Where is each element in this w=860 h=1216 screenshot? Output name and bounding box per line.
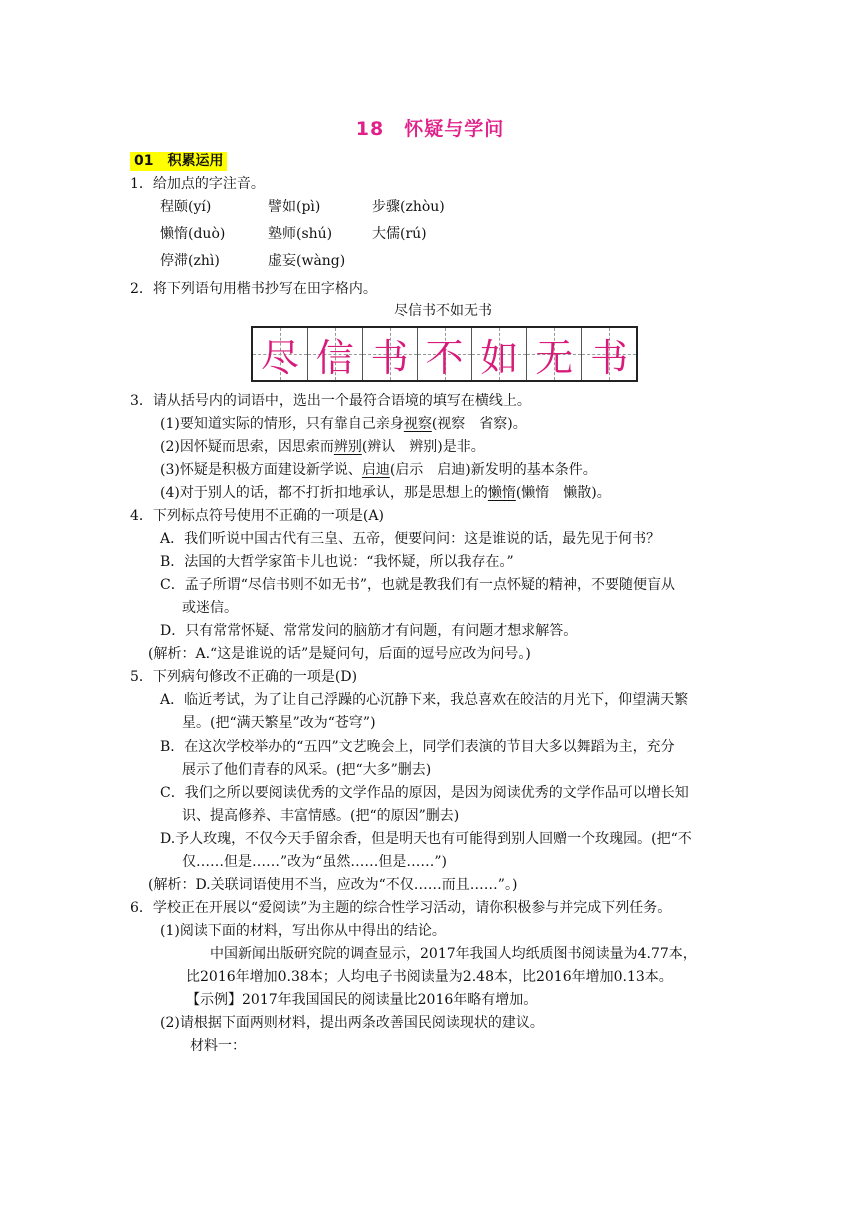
q5-option-c-cont: 识、提高修养、丰富情感。(把“的原因”删去) xyxy=(182,808,460,824)
q5-option-b: B．在这次学校举办的“五四”文艺晚会上，同学们表演的节目大多以舞蹈为主，充分 xyxy=(160,739,675,755)
q6-material-line-2: 比2016年增加0.38本；人均电子书阅读量为2.48本，比2016年增加0.13本。 xyxy=(186,969,673,985)
q4-option-c: C．孟子所谓“尽信书则不如无书”，也就是教我们有一点怀疑的精神，不要随便盲从 xyxy=(160,577,676,593)
q6-material-line-1: 中国新闻出版研究院的调查显示，2017年我国人均纸质图书阅读量为4.77本， xyxy=(210,946,697,962)
q3-item-1: (1)要知道实际的情形，只有靠自己亲身视察(视察 省察)。 xyxy=(160,416,527,432)
pinyin-item: 虚妄(wàng) xyxy=(268,253,346,269)
q6-stem: 6．学校正在开展以“爱阅读”为主题的综合性学习活动，请你积极参与并完成下列任务。 xyxy=(130,900,672,916)
q2-sentence: 尽信书不如无书 xyxy=(394,303,492,319)
pinyin-item: 停滞(zhì) xyxy=(160,253,220,269)
grid-cell xyxy=(472,328,527,380)
q5-option-d: D.予人玫瑰，不仅今天手留余香，但是明天也有可能得到别人回赠一个玫瑰园。(把“不 xyxy=(160,831,692,847)
grid-cell xyxy=(363,328,418,380)
q5-option-a-cont: 星。(把“满天繁星”改为“苍穹”) xyxy=(182,715,376,731)
q6-material-label: 材料一： xyxy=(190,1038,246,1054)
q3-stem: 3．请从括号内的词语中，选出一个最符合语境的填写在横线上。 xyxy=(130,393,531,409)
q5-stem: 5．下列病句修改不正确的一项是(D) xyxy=(130,669,358,685)
grid-cell xyxy=(582,328,636,380)
pinyin-item: 大儒(rú) xyxy=(372,226,427,242)
q3-item-3: (3)怀疑是积极方面建设新学说、启迪(启示 启迪)新发明的基本条件。 xyxy=(160,462,597,478)
answer-word: 懒惰 xyxy=(487,485,516,501)
grid-char: 无 xyxy=(535,335,574,380)
section-heading: 01 积累运用 xyxy=(130,152,227,171)
q5-analysis: (解析：D.关联词语使用不当，应改为“不仅……而且……”。) xyxy=(148,877,518,893)
q3-item-4: (4)对于别人的话，都不打折扣地承认，那是思想上的懒惰(懒惰 懒散)。 xyxy=(160,485,611,501)
grid-cell xyxy=(253,328,308,380)
answer-word: 视察 xyxy=(403,416,432,432)
pinyin-item: 懒惰(duò) xyxy=(160,226,226,242)
q5-option-a: A．临近考试，为了让自己浮躁的心沉静下来，我总喜欢在皎洁的月光下，仰望满天繁 xyxy=(160,692,689,708)
grid-char: 尽 xyxy=(260,335,299,380)
q2-stem: 2．将下列语句用楷书抄写在田字格内。 xyxy=(130,281,377,297)
q4-analysis: (解析：A.“这是谁说的话”是疑问句，后面的逗号应改为问号。) xyxy=(148,646,531,662)
q6-part-1: (1)阅读下面的材料，写出你从中得出的结论。 xyxy=(160,923,446,939)
q5-option-d-cont: 仅……但是……”改为“虽然……但是……”) xyxy=(182,854,447,870)
q6-example-answer: 【示例】2017年我国国民的阅读量比2016年略有增加。 xyxy=(186,992,538,1008)
q6-part-2: (2)请根据下面两则材料，提出两条改善国民阅读现状的建议。 xyxy=(160,1015,544,1031)
q1-stem: 1．给加点的字注音。 xyxy=(130,176,265,192)
q5-option-c: C．我们之所以要阅读优秀的文学作品的原因，是因为阅读优秀的文学作品可以增长知 xyxy=(160,785,689,801)
q4-option-b: B．法国的大哲学家笛卡儿也说：“我怀疑，所以我存在。” xyxy=(160,554,514,570)
grid-char: 不 xyxy=(425,335,464,380)
grid-cell xyxy=(308,328,363,380)
grid-cell xyxy=(418,328,473,380)
q5-option-b-cont: 展示了他们青春的风采。(把“大多”删去) xyxy=(182,762,432,778)
pinyin-item: 程颐(yí) xyxy=(160,199,212,215)
q4-option-c-cont: 或迷信。 xyxy=(182,600,238,616)
q4-option-a: A．我们听说中国古代有三皇、五帝，便要问问：这是谁说的话，最先见于何书？ xyxy=(160,531,661,547)
pinyin-item: 塾师(shú) xyxy=(268,226,333,242)
grid-char: 如 xyxy=(480,335,519,380)
grid-char: 书 xyxy=(590,335,629,380)
grid-char: 书 xyxy=(370,335,409,380)
q4-stem: 4．下列标点符号使用不正确的一项是(A) xyxy=(130,508,384,524)
pinyin-item: 譬如(pì) xyxy=(268,199,321,215)
page-title: 18 怀疑与学问 xyxy=(355,118,505,140)
q4-option-d: D．只有常常怀疑、常常发问的脑筋才有问题，有问题才想求解答。 xyxy=(160,623,578,639)
grid-char: 信 xyxy=(315,335,354,380)
tianzige-grid xyxy=(251,326,638,382)
q3-item-2: (2)因怀疑而思索，因思索而辨别(辨认 辨别)是非。 xyxy=(160,439,485,455)
answer-word: 启迪 xyxy=(361,462,390,478)
grid-cell xyxy=(527,328,582,380)
answer-word: 辨别 xyxy=(333,439,362,455)
pinyin-item: 步骤(zhòu) xyxy=(372,199,445,215)
